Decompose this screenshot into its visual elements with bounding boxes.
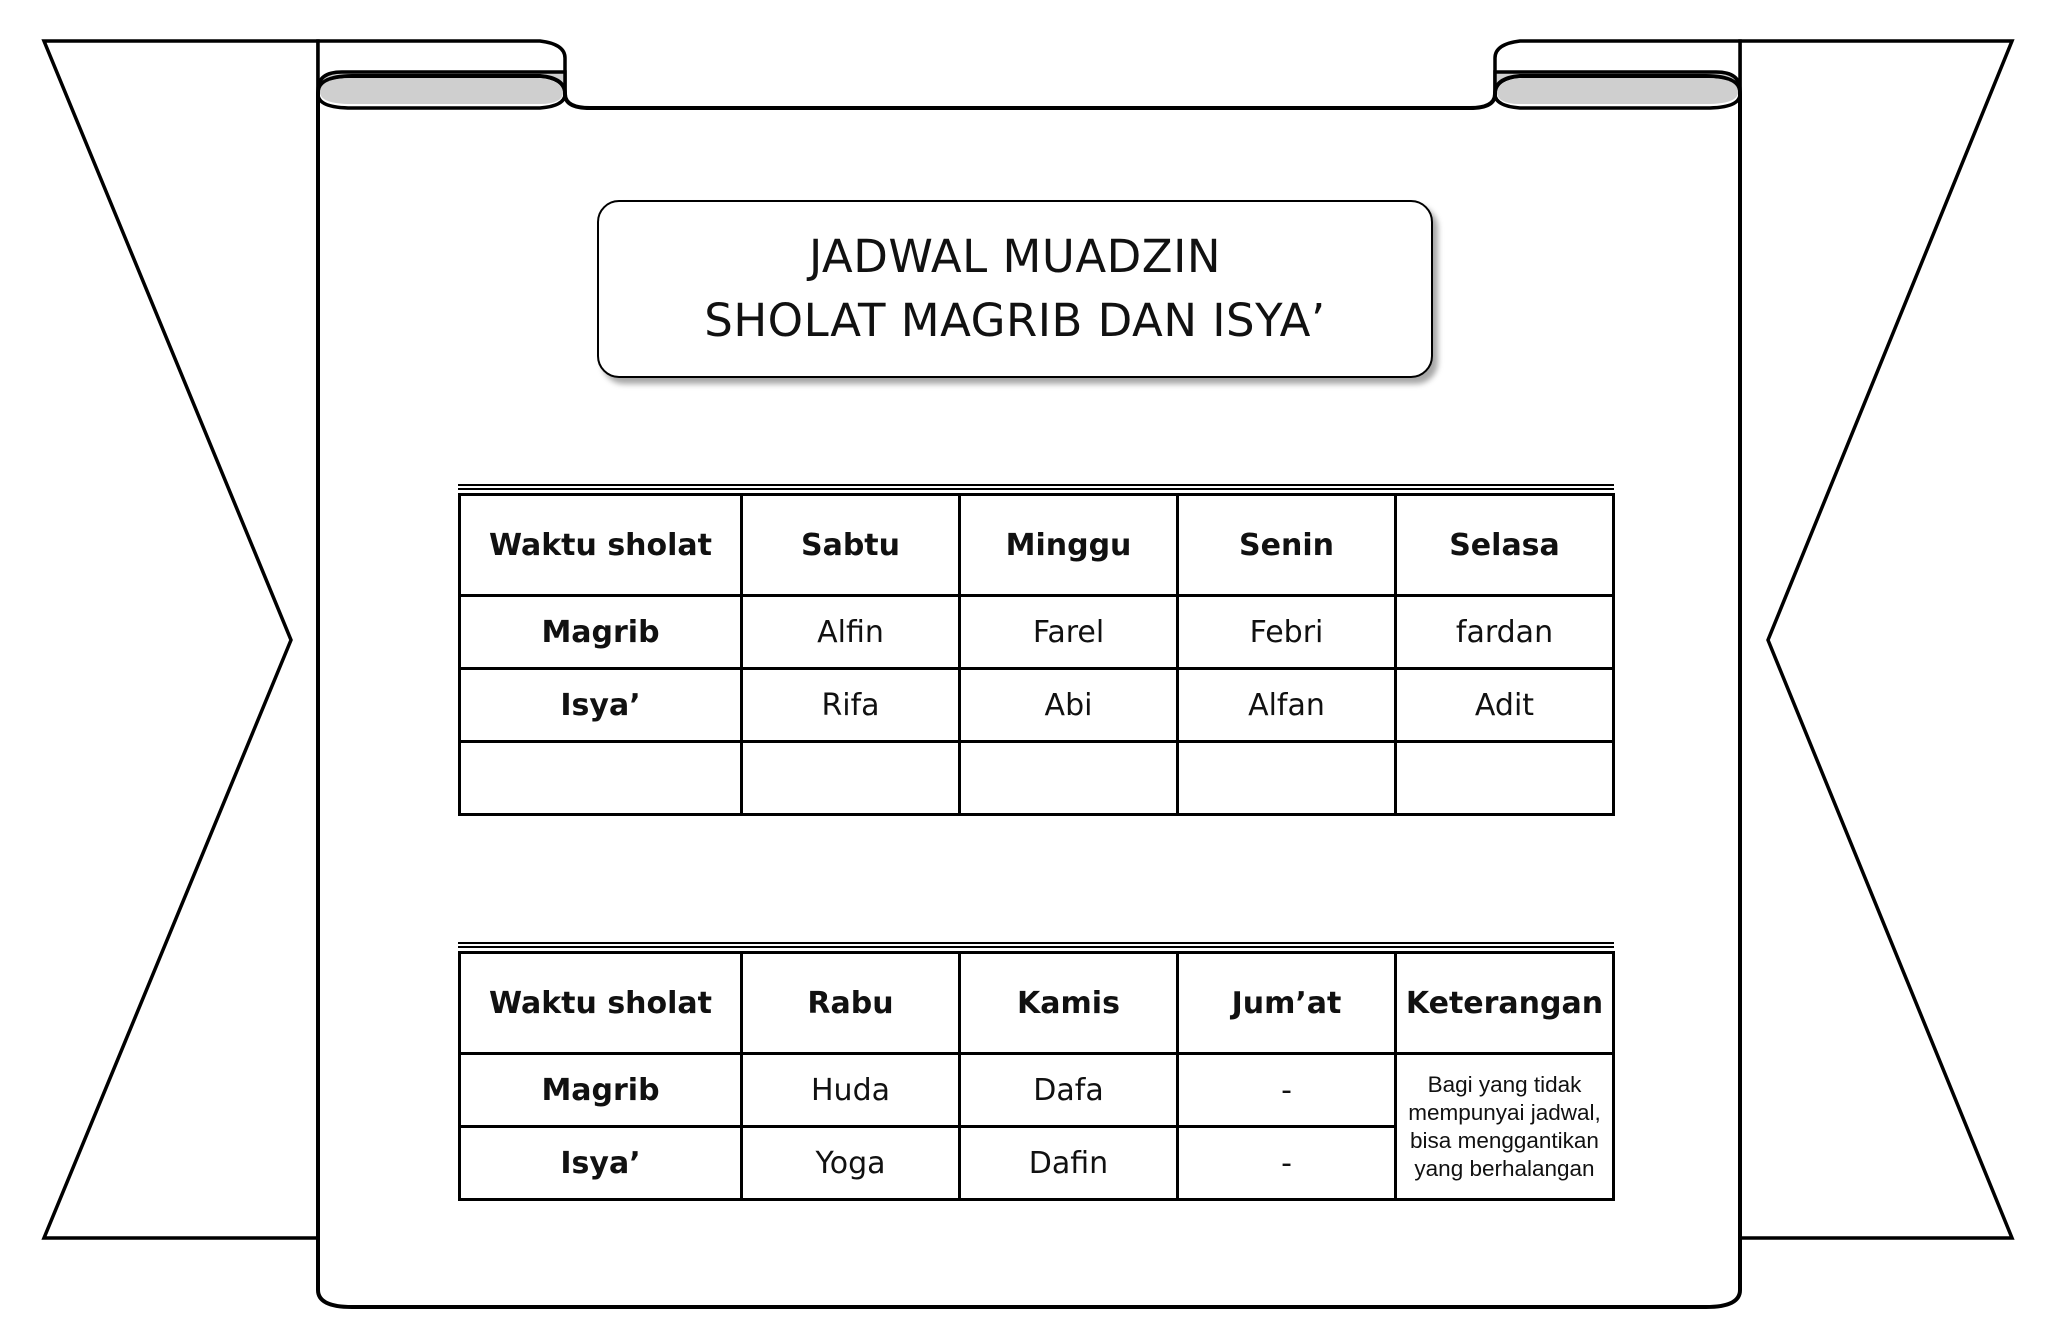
title-line-2: SHOLAT MAGRIB DAN ISYA’ [704, 294, 1326, 347]
table-cell: Alfin [742, 596, 960, 669]
table-header-row [460, 953, 1614, 1054]
header-cell: Waktu sholat [460, 953, 742, 1054]
header-cell: Kamis [960, 953, 1178, 1054]
table-cell: - [1178, 1054, 1396, 1127]
table-row [460, 742, 1614, 815]
table-cell: - [1178, 1127, 1396, 1200]
table-cell: Dafa [960, 1054, 1178, 1127]
header-cell: Senin [1178, 495, 1396, 596]
table-cell [1178, 742, 1396, 815]
header-cell: Sabtu [742, 495, 960, 596]
table-cell: Yoga [742, 1127, 960, 1200]
table-cell: Alfan [1178, 669, 1396, 742]
table-cell [1396, 742, 1614, 815]
table-cell [742, 742, 960, 815]
table-cell: Dafin [960, 1127, 1178, 1200]
table-cell: Farel [960, 596, 1178, 669]
table-cell: Febri [1178, 596, 1396, 669]
schedule-table-1-wrapper [458, 484, 1614, 816]
schedule-table-2 [458, 951, 1615, 1201]
header-cell: Minggu [960, 495, 1178, 596]
schedule-table-2-wrapper [458, 942, 1614, 1201]
table-header-row [460, 495, 1614, 596]
row-label: Isya’ [460, 669, 742, 742]
header-cell: Jum’at [1178, 953, 1396, 1054]
table-cell [960, 742, 1178, 815]
table-cell: Rifa [742, 669, 960, 742]
schedule-table-1 [458, 493, 1615, 816]
table-cell: Huda [742, 1054, 960, 1127]
note-cell: Bagi yang tidak mempunyai jadwal, bisa menggantikan yang berhalangan [1396, 1054, 1614, 1200]
title-line-1: JADWAL MUADZIN [808, 230, 1222, 283]
table-row [460, 1054, 1614, 1127]
row-label [460, 742, 742, 815]
row-label: Magrib [460, 1054, 742, 1127]
header-cell: Selasa [1396, 495, 1614, 596]
table-cell: fardan [1396, 596, 1614, 669]
header-cell: Waktu sholat [460, 495, 742, 596]
header-cell: Rabu [742, 953, 960, 1054]
table-cell: Adit [1396, 669, 1614, 742]
header-cell: Keterangan [1396, 953, 1614, 1054]
table-row [460, 596, 1614, 669]
row-label: Magrib [460, 596, 742, 669]
table-row [460, 669, 1614, 742]
row-label: Isya’ [460, 1127, 742, 1200]
table-cell: Abi [960, 669, 1178, 742]
ribbon-right-tail [1740, 41, 2012, 1238]
title-box [597, 200, 1433, 378]
ribbon-left-tail [44, 41, 318, 1238]
